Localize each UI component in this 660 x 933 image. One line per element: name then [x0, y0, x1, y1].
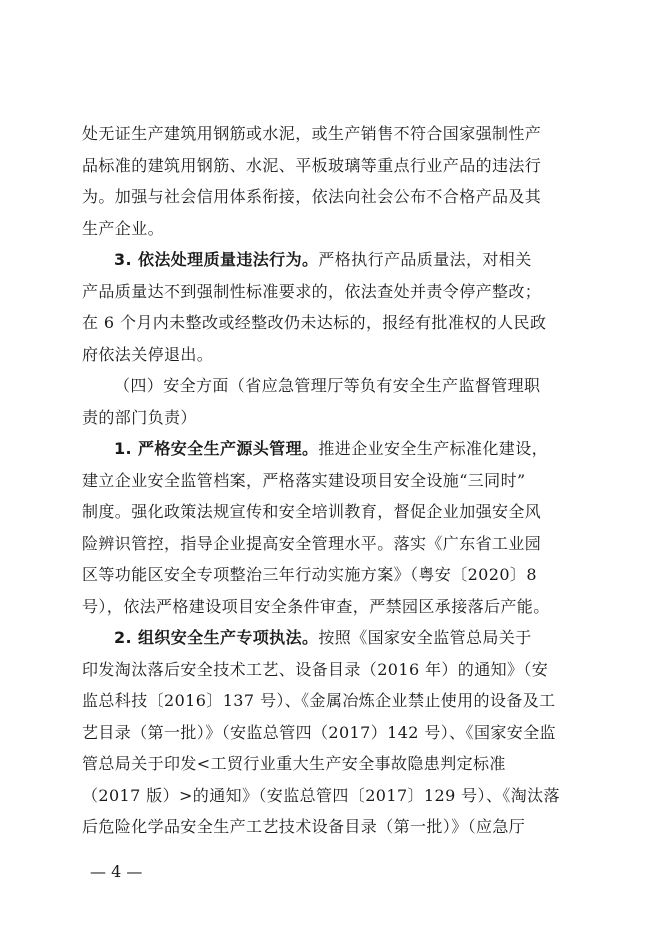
document-body [82, 118, 582, 843]
text-line: 建立企业安全监管档案，严格落实建设项目安全设施“三同时” [82, 470, 526, 490]
body-text [82, 118, 582, 843]
text-line: 府依法关停退出。 [82, 344, 214, 364]
text-line: 后危险化学品安全生产工艺技术设备目录（第一批）》（应急厅 [82, 817, 526, 836]
item-heading-source-management: 1. 严格安全生产源头管理。 [114, 439, 319, 458]
text-line: 为。加强与社会信用体系衔接，依法向社会公布不合格产品及其 [82, 187, 542, 206]
text-line: 制度。强化政策法规宣传和安全培训教育，督促企业加强安全风 [82, 502, 542, 521]
text-line: 责的部门负责） [82, 407, 197, 427]
text-line: 险辨识管控，指导企业提高安全管理水平。落实《广东省工业园 [82, 533, 542, 553]
text-line: （2017 版）>的通知》（安监总管四〔2017〕129 号）、《淘汰落 [82, 785, 560, 805]
section-heading-line: 2. 组织安全生产专项执法。按照《国家安全监管总局关于 [114, 628, 532, 647]
page-number: — 4 — [90, 862, 143, 881]
text-line: 处无证生产建筑用钢筋或水泥，或生产销售不符合国家强制性产 [82, 124, 542, 143]
section-heading-line: 3. 依法处理质量违法行为。严格执行产品质量法，对相关 [114, 250, 532, 269]
text-line: 区等功能区安全专项整治三年行动实施方案》（粤安〔2020〕8 [82, 565, 537, 584]
text-line: 品标准的建筑用钢筋、水泥、平板玻璃等重点行业产品的违法行 [82, 155, 542, 175]
text-line: 监总科技〔2016〕137 号）、《金属冶炼企业禁止使用的设备及工 [82, 691, 556, 710]
text-line: 产品质量达不到强制性标准要求的，依法查处并责令停产整改； [82, 281, 542, 301]
text-line: 管总局关于印发<工贸行业重大生产安全事故隐患判定标准 [82, 754, 506, 773]
text-line: 号），依法严格建设项目安全条件审查，严禁园区承接落后产能。 [82, 596, 550, 616]
text-line: 印发淘汰落后安全技术工艺、设备目录（2016 年）的通知》（安 [82, 659, 549, 679]
text-line: 生产企业。 [82, 218, 165, 238]
section-title-safety: （四）安全方面（省应急管理厅等负有安全生产监督管理职 [114, 376, 541, 395]
item-heading-quality: 3. 依法处理质量违法行为。 [114, 250, 319, 269]
text-line: 在 6 个月内未整改或经整改仍未达标的，报经有批准权的人民政 [82, 313, 547, 332]
item-heading-special-enforcement: 2. 组织安全生产专项执法。 [114, 628, 319, 647]
section-title-line [82, 370, 582, 402]
section-heading-line: 1. 严格安全生产源头管理。推进企业安全生产标准化建设， [114, 439, 548, 458]
text-line: 艺目录（第一批）》（安监总管四（2017）142 号）、《国家安全监 [82, 722, 556, 742]
